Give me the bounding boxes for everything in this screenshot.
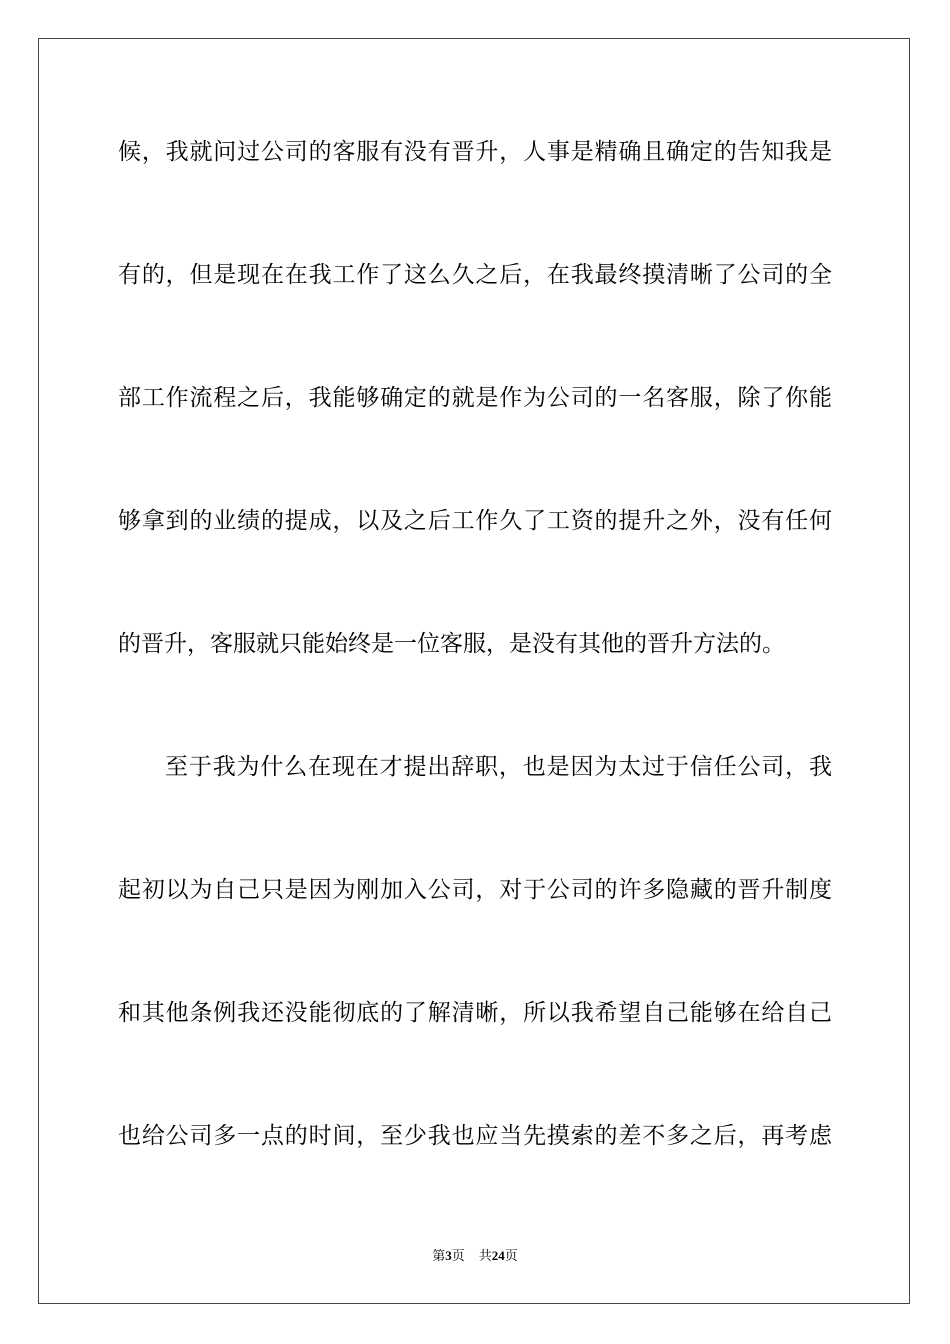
body-text-line-4: 够拿到的业绩的提成，以及之后工作久了工资的提升之外，没有任何	[118, 508, 832, 534]
body-text-line-1: 候，我就问过公司的客服有没有晋升，人事是精确且确定的告知我是	[118, 139, 832, 165]
page-footer	[0, 1248, 950, 1264]
total-pages-indicator: 共24页	[478, 1248, 518, 1263]
body-text-line-3: 部工作流程之后，我能够确定的就是作为公司的一名客服，除了你能	[118, 385, 832, 411]
body-text-line-5: 的晋升，客服就只能始终是一位客服，是没有其他的晋升方法的。	[118, 631, 785, 657]
page-border	[38, 38, 910, 1304]
body-text-line-2: 有的，但是现在在我工作了这么久之后，在我最终摸清晰了公司的全	[118, 262, 832, 288]
body-text-line-7: 起初以为自己只是因为刚加入公司，对于公司的许多隐藏的晋升制度	[118, 877, 832, 903]
body-text-line-9: 也给公司多一点的时间，至少我也应当先摸索的差不多之后，再考虑	[118, 1123, 832, 1149]
page-number-indicator: 第3页	[432, 1248, 465, 1263]
body-text-line-8: 和其他条例我还没能彻底的了解清晰，所以我希望自己能够在给自己	[118, 1000, 832, 1026]
body-text-line-6: 至于我为什么在现在才提出辞职，也是因为太过于信任公司，我	[165, 754, 832, 780]
